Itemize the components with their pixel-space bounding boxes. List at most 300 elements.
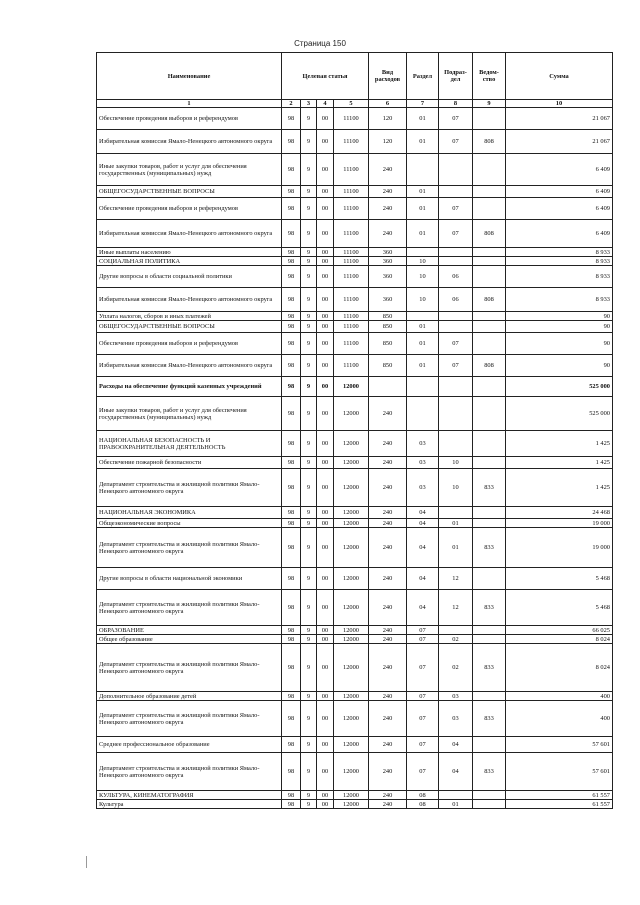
cell-subsection: 06 bbox=[439, 288, 473, 312]
header-target: Целевая статья bbox=[282, 53, 369, 100]
table-row bbox=[97, 519, 613, 528]
cell-code-5: 12000 bbox=[334, 397, 369, 431]
cell-section bbox=[407, 397, 439, 431]
cell-dept: 833 bbox=[473, 590, 506, 626]
cell-name: Культура bbox=[97, 800, 282, 809]
cell-name: Обеспечение проведения выборов и референдумов bbox=[97, 108, 282, 130]
cell-code-5: 11100 bbox=[334, 312, 369, 321]
cell-subsection: 06 bbox=[439, 266, 473, 288]
cell-sum: 61 557 bbox=[506, 800, 613, 809]
cell-code-4: 00 bbox=[317, 701, 334, 737]
cell-code-3: 9 bbox=[301, 644, 317, 692]
cell-subsection: 03 bbox=[439, 701, 473, 737]
cell-code-5: 12000 bbox=[334, 701, 369, 737]
cell-code-2: 98 bbox=[282, 288, 301, 312]
cell-type: 850 bbox=[369, 321, 407, 333]
cell-code-4: 00 bbox=[317, 248, 334, 257]
cell-code-2: 98 bbox=[282, 507, 301, 519]
table-row bbox=[97, 644, 613, 692]
cell-code-3: 9 bbox=[301, 737, 317, 753]
table-row bbox=[97, 321, 613, 333]
cell-subsection: 10 bbox=[439, 457, 473, 469]
cell-dept: 808 bbox=[473, 288, 506, 312]
cell-code-4: 00 bbox=[317, 154, 334, 186]
cell-subsection: 07 bbox=[439, 355, 473, 377]
table-row bbox=[97, 528, 613, 568]
cell-code-2: 98 bbox=[282, 321, 301, 333]
table-row bbox=[97, 626, 613, 635]
cell-section: 10 bbox=[407, 288, 439, 312]
cell-name: Избирательная комиссия Ямало-Ненецкого автономного округа bbox=[97, 220, 282, 248]
cell-code-3: 9 bbox=[301, 321, 317, 333]
cell-code-2: 98 bbox=[282, 333, 301, 355]
cell-subsection: 12 bbox=[439, 568, 473, 590]
cell-type: 240 bbox=[369, 635, 407, 644]
cell-subsection: 01 bbox=[439, 800, 473, 809]
cell-code-4: 00 bbox=[317, 644, 334, 692]
cell-type: 360 bbox=[369, 288, 407, 312]
cell-code-4: 00 bbox=[317, 288, 334, 312]
table-row bbox=[97, 431, 613, 457]
table-row bbox=[97, 288, 613, 312]
cell-dept: 833 bbox=[473, 528, 506, 568]
cell-dept bbox=[473, 791, 506, 800]
cell-code-2: 98 bbox=[282, 108, 301, 130]
column-numbers-row bbox=[97, 100, 613, 108]
cell-code-2: 98 bbox=[282, 590, 301, 626]
cell-sum: 24 468 bbox=[506, 507, 613, 519]
table-row bbox=[97, 457, 613, 469]
cell-code-3: 9 bbox=[301, 568, 317, 590]
cell-code-3: 9 bbox=[301, 528, 317, 568]
cell-subsection bbox=[439, 377, 473, 397]
cell-code-4: 00 bbox=[317, 519, 334, 528]
cell-code-3: 9 bbox=[301, 355, 317, 377]
cell-dept: 808 bbox=[473, 220, 506, 248]
cell-code-3: 9 bbox=[301, 635, 317, 644]
table-row bbox=[97, 397, 613, 431]
cell-name: Общее образование bbox=[97, 635, 282, 644]
cell-type: 850 bbox=[369, 312, 407, 321]
cell-name: Иные закупки товаров, работ и услуг для обеспечения государственных (муниципальных) нужд bbox=[97, 154, 282, 186]
cell-code-2: 98 bbox=[282, 635, 301, 644]
cell-section: 01 bbox=[407, 321, 439, 333]
cell-code-4: 00 bbox=[317, 220, 334, 248]
table-row bbox=[97, 377, 613, 397]
cell-type: 240 bbox=[369, 198, 407, 220]
cell-type: 850 bbox=[369, 333, 407, 355]
cell-code-5: 12000 bbox=[334, 692, 369, 701]
cell-code-2: 98 bbox=[282, 220, 301, 248]
cell-code-5: 11100 bbox=[334, 186, 369, 198]
cell-code-4: 00 bbox=[317, 266, 334, 288]
cell-section: 07 bbox=[407, 701, 439, 737]
cell-code-3: 9 bbox=[301, 431, 317, 457]
cell-dept bbox=[473, 457, 506, 469]
cell-code-4: 00 bbox=[317, 507, 334, 519]
cell-code-5: 11100 bbox=[334, 248, 369, 257]
cell-name: Другие вопросы в области социальной политики bbox=[97, 266, 282, 288]
cell-name: Департамент строительства и жилищной политики Ямало-Ненецкого автономного округа bbox=[97, 469, 282, 507]
cell-subsection: 07 bbox=[439, 333, 473, 355]
cell-section: 03 bbox=[407, 469, 439, 507]
cell-code-4: 00 bbox=[317, 198, 334, 220]
header-row bbox=[97, 53, 613, 100]
cell-code-3: 9 bbox=[301, 198, 317, 220]
cell-dept bbox=[473, 248, 506, 257]
cell-code-4: 00 bbox=[317, 108, 334, 130]
cell-dept: 833 bbox=[473, 701, 506, 737]
cell-subsection bbox=[439, 154, 473, 186]
cell-type: 240 bbox=[369, 507, 407, 519]
cell-code-5: 12000 bbox=[334, 457, 369, 469]
cell-dept bbox=[473, 800, 506, 809]
cell-type: 240 bbox=[369, 692, 407, 701]
cell-subsection: 03 bbox=[439, 692, 473, 701]
cell-code-3: 9 bbox=[301, 692, 317, 701]
cell-code-2: 98 bbox=[282, 397, 301, 431]
cell-code-2: 98 bbox=[282, 198, 301, 220]
cell-code-4: 00 bbox=[317, 590, 334, 626]
cell-code-2: 98 bbox=[282, 355, 301, 377]
cell-code-3: 9 bbox=[301, 397, 317, 431]
cell-code-5: 12000 bbox=[334, 507, 369, 519]
cell-code-5: 12000 bbox=[334, 431, 369, 457]
cell-code-4: 00 bbox=[317, 626, 334, 635]
cell-code-3: 9 bbox=[301, 753, 317, 791]
cell-section: 10 bbox=[407, 266, 439, 288]
cell-code-5: 12000 bbox=[334, 635, 369, 644]
cell-dept: 833 bbox=[473, 469, 506, 507]
cell-sum: 8 933 bbox=[506, 266, 613, 288]
cell-code-4: 00 bbox=[317, 568, 334, 590]
table-row bbox=[97, 220, 613, 248]
cell-dept bbox=[473, 431, 506, 457]
cell-subsection: 04 bbox=[439, 753, 473, 791]
cell-section: 10 bbox=[407, 257, 439, 266]
cell-dept bbox=[473, 154, 506, 186]
cell-subsection: 07 bbox=[439, 198, 473, 220]
cell-code-2: 98 bbox=[282, 791, 301, 800]
cell-name: Иные закупки товаров, работ и услуг для обеспечения государственных (муниципальных) нужд bbox=[97, 397, 282, 431]
cell-dept bbox=[473, 321, 506, 333]
cell-code-3: 9 bbox=[301, 469, 317, 507]
header-dept: Ведом-ство bbox=[473, 53, 506, 100]
cell-code-5: 11100 bbox=[334, 108, 369, 130]
cell-code-3: 9 bbox=[301, 333, 317, 355]
cell-code-5: 12000 bbox=[334, 528, 369, 568]
cell-code-3: 9 bbox=[301, 108, 317, 130]
cell-code-2: 98 bbox=[282, 431, 301, 457]
cell-code-2: 98 bbox=[282, 519, 301, 528]
cell-code-4: 00 bbox=[317, 800, 334, 809]
cell-code-4: 00 bbox=[317, 791, 334, 800]
header-section: Раздел bbox=[407, 53, 439, 100]
cell-sum: 400 bbox=[506, 701, 613, 737]
cell-code-5: 11100 bbox=[334, 355, 369, 377]
cell-code-5: 12000 bbox=[334, 737, 369, 753]
cell-name: Обеспечение пожарной безопасности bbox=[97, 457, 282, 469]
cell-sum: 5 468 bbox=[506, 590, 613, 626]
table-row bbox=[97, 568, 613, 590]
cell-code-5: 11100 bbox=[334, 198, 369, 220]
table-row bbox=[97, 507, 613, 519]
cell-type: 240 bbox=[369, 469, 407, 507]
page-label: Страница 150 bbox=[294, 39, 346, 48]
cell-name: КУЛЬТУРА, КИНЕМАТОГРАФИЯ bbox=[97, 791, 282, 800]
table-row bbox=[97, 312, 613, 321]
cell-sum: 8 933 bbox=[506, 288, 613, 312]
cell-code-5: 12000 bbox=[334, 626, 369, 635]
cell-sum: 57 601 bbox=[506, 753, 613, 791]
cell-code-2: 98 bbox=[282, 266, 301, 288]
header-sum: Сумма bbox=[506, 53, 613, 100]
cell-type: 240 bbox=[369, 220, 407, 248]
scan-mark bbox=[86, 856, 87, 868]
cell-code-3: 9 bbox=[301, 248, 317, 257]
cell-code-4: 00 bbox=[317, 431, 334, 457]
cell-subsection: 07 bbox=[439, 220, 473, 248]
header-type: Вид расходов bbox=[369, 53, 407, 100]
cell-name: Избирательная комиссия Ямало-Ненецкого автономного округа bbox=[97, 288, 282, 312]
table-row bbox=[97, 108, 613, 130]
cell-sum: 6 409 bbox=[506, 198, 613, 220]
table-row bbox=[97, 692, 613, 701]
cell-code-4: 00 bbox=[317, 469, 334, 507]
cell-subsection bbox=[439, 321, 473, 333]
cell-code-2: 98 bbox=[282, 626, 301, 635]
cell-section: 01 bbox=[407, 198, 439, 220]
cell-code-5: 12000 bbox=[334, 590, 369, 626]
cell-code-3: 9 bbox=[301, 791, 317, 800]
cell-type: 360 bbox=[369, 266, 407, 288]
cell-dept bbox=[473, 635, 506, 644]
cell-dept bbox=[473, 198, 506, 220]
cell-section: 04 bbox=[407, 519, 439, 528]
cell-section: 01 bbox=[407, 108, 439, 130]
cell-code-4: 00 bbox=[317, 397, 334, 431]
cell-code-5: 12000 bbox=[334, 568, 369, 590]
table-row bbox=[97, 355, 613, 377]
cell-code-5: 12000 bbox=[334, 753, 369, 791]
cell-section: 07 bbox=[407, 737, 439, 753]
cell-code-3: 9 bbox=[301, 701, 317, 737]
table-row bbox=[97, 701, 613, 737]
table-row bbox=[97, 469, 613, 507]
budget-table bbox=[96, 52, 613, 809]
cell-code-2: 98 bbox=[282, 186, 301, 198]
cell-name: Избирательная комиссия Ямало-Ненецкого автономного округа bbox=[97, 130, 282, 154]
cell-subsection bbox=[439, 507, 473, 519]
cell-section: 01 bbox=[407, 333, 439, 355]
cell-code-2: 98 bbox=[282, 154, 301, 186]
cell-code-4: 00 bbox=[317, 737, 334, 753]
cell-code-4: 00 bbox=[317, 377, 334, 397]
table-row bbox=[97, 248, 613, 257]
cell-code-2: 98 bbox=[282, 737, 301, 753]
cell-name: Уплата налогов, сборов и иных платежей bbox=[97, 312, 282, 321]
cell-code-3: 9 bbox=[301, 519, 317, 528]
cell-code-4: 00 bbox=[317, 753, 334, 791]
cell-code-5: 11100 bbox=[334, 266, 369, 288]
cell-sum: 61 557 bbox=[506, 791, 613, 800]
cell-code-3: 9 bbox=[301, 154, 317, 186]
cell-dept bbox=[473, 568, 506, 590]
cell-code-3: 9 bbox=[301, 288, 317, 312]
cell-code-2: 98 bbox=[282, 312, 301, 321]
cell-type: 360 bbox=[369, 248, 407, 257]
cell-sum: 5 468 bbox=[506, 568, 613, 590]
table-row bbox=[97, 266, 613, 288]
cell-sum: 6 409 bbox=[506, 154, 613, 186]
cell-section: 01 bbox=[407, 355, 439, 377]
cell-sum: 400 bbox=[506, 692, 613, 701]
cell-type: 120 bbox=[369, 130, 407, 154]
cell-code-2: 98 bbox=[282, 528, 301, 568]
cell-code-4: 00 bbox=[317, 130, 334, 154]
col-number: 6 bbox=[369, 100, 407, 108]
cell-code-5: 11100 bbox=[334, 220, 369, 248]
cell-code-5: 12000 bbox=[334, 519, 369, 528]
cell-section: 08 bbox=[407, 800, 439, 809]
cell-section bbox=[407, 154, 439, 186]
table-row bbox=[97, 257, 613, 266]
cell-name: Среднее профессиональное образование bbox=[97, 737, 282, 753]
cell-sum: 19 000 bbox=[506, 528, 613, 568]
cell-section: 01 bbox=[407, 186, 439, 198]
cell-section bbox=[407, 377, 439, 397]
cell-section: 01 bbox=[407, 130, 439, 154]
cell-dept bbox=[473, 377, 506, 397]
cell-name: НАЦИОНАЛЬНАЯ БЕЗОПАСНОСТЬ И ПРАВООХРАНИТЕЛЬНАЯ ДЕЯТЕЛЬНОСТЬ bbox=[97, 431, 282, 457]
cell-code-3: 9 bbox=[301, 590, 317, 626]
cell-name: ОБРАЗОВАНИЕ bbox=[97, 626, 282, 635]
cell-section: 07 bbox=[407, 644, 439, 692]
cell-name: Обеспечение проведения выборов и референдумов bbox=[97, 198, 282, 220]
cell-dept bbox=[473, 519, 506, 528]
cell-dept bbox=[473, 266, 506, 288]
col-number: 4 bbox=[317, 100, 334, 108]
cell-code-2: 98 bbox=[282, 568, 301, 590]
cell-sum: 8 024 bbox=[506, 635, 613, 644]
col-number: 1 bbox=[97, 100, 282, 108]
cell-code-2: 98 bbox=[282, 377, 301, 397]
cell-code-4: 00 bbox=[317, 333, 334, 355]
cell-code-2: 98 bbox=[282, 130, 301, 154]
cell-sum: 6 409 bbox=[506, 220, 613, 248]
cell-sum: 19 000 bbox=[506, 519, 613, 528]
cell-dept bbox=[473, 108, 506, 130]
cell-section: 03 bbox=[407, 457, 439, 469]
cell-subsection bbox=[439, 248, 473, 257]
cell-name: НАЦИОНАЛЬНАЯ ЭКОНОМИКА bbox=[97, 507, 282, 519]
table-row bbox=[97, 635, 613, 644]
cell-code-3: 9 bbox=[301, 626, 317, 635]
cell-code-5: 11100 bbox=[334, 154, 369, 186]
cell-type: 240 bbox=[369, 701, 407, 737]
cell-subsection bbox=[439, 431, 473, 457]
cell-type: 240 bbox=[369, 626, 407, 635]
cell-name: ОБЩЕГОСУДАРСТВЕННЫЕ ВОПРОСЫ bbox=[97, 186, 282, 198]
cell-code-4: 00 bbox=[317, 186, 334, 198]
cell-dept: 833 bbox=[473, 753, 506, 791]
cell-sum: 8 933 bbox=[506, 248, 613, 257]
cell-sum: 525 000 bbox=[506, 377, 613, 397]
table-row bbox=[97, 791, 613, 800]
cell-sum: 1 425 bbox=[506, 469, 613, 507]
cell-dept bbox=[473, 312, 506, 321]
cell-section: 03 bbox=[407, 431, 439, 457]
cell-type: 240 bbox=[369, 397, 407, 431]
cell-name: Дополнительное образование детей bbox=[97, 692, 282, 701]
cell-sum: 8 933 bbox=[506, 257, 613, 266]
cell-sum: 1 425 bbox=[506, 457, 613, 469]
cell-section: 04 bbox=[407, 590, 439, 626]
cell-section: 04 bbox=[407, 528, 439, 568]
cell-subsection: 02 bbox=[439, 644, 473, 692]
cell-code-5: 12000 bbox=[334, 800, 369, 809]
cell-code-5: 11100 bbox=[334, 130, 369, 154]
cell-section: 07 bbox=[407, 626, 439, 635]
cell-code-5: 11100 bbox=[334, 321, 369, 333]
cell-code-4: 00 bbox=[317, 457, 334, 469]
cell-sum: 21 067 bbox=[506, 108, 613, 130]
cell-section bbox=[407, 312, 439, 321]
cell-dept: 808 bbox=[473, 130, 506, 154]
cell-name: СОЦИАЛЬНАЯ ПОЛИТИКА bbox=[97, 257, 282, 266]
cell-name: Другие вопросы в области национальной экономики bbox=[97, 568, 282, 590]
cell-dept bbox=[473, 397, 506, 431]
cell-dept bbox=[473, 737, 506, 753]
cell-dept bbox=[473, 186, 506, 198]
cell-name: Общеэкономические вопросы bbox=[97, 519, 282, 528]
cell-code-2: 98 bbox=[282, 469, 301, 507]
cell-type bbox=[369, 377, 407, 397]
table-row bbox=[97, 800, 613, 809]
cell-code-5: 11100 bbox=[334, 333, 369, 355]
cell-sum: 90 bbox=[506, 333, 613, 355]
cell-subsection bbox=[439, 397, 473, 431]
table-row bbox=[97, 753, 613, 791]
cell-code-2: 98 bbox=[282, 701, 301, 737]
cell-name: Департамент строительства и жилищной политики Ямало-Ненецкого автономного округа bbox=[97, 528, 282, 568]
cell-type: 240 bbox=[369, 644, 407, 692]
cell-code-5: 12000 bbox=[334, 791, 369, 800]
cell-dept bbox=[473, 507, 506, 519]
cell-sum: 90 bbox=[506, 355, 613, 377]
cell-sum: 90 bbox=[506, 321, 613, 333]
cell-section: 07 bbox=[407, 635, 439, 644]
cell-section: 04 bbox=[407, 507, 439, 519]
table-row bbox=[97, 333, 613, 355]
cell-name: Департамент строительства и жилищной политики Ямало-Ненецкого автономного округа bbox=[97, 590, 282, 626]
cell-subsection: 07 bbox=[439, 108, 473, 130]
cell-sum: 1 425 bbox=[506, 431, 613, 457]
cell-sum: 90 bbox=[506, 312, 613, 321]
col-number: 9 bbox=[473, 100, 506, 108]
cell-type: 240 bbox=[369, 590, 407, 626]
header-subsection: Подраз-дел bbox=[439, 53, 473, 100]
cell-subsection bbox=[439, 626, 473, 635]
cell-dept bbox=[473, 692, 506, 701]
table-row bbox=[97, 130, 613, 154]
col-number: 8 bbox=[439, 100, 473, 108]
cell-type: 240 bbox=[369, 568, 407, 590]
table-row bbox=[97, 186, 613, 198]
cell-code-4: 00 bbox=[317, 257, 334, 266]
cell-code-2: 98 bbox=[282, 692, 301, 701]
cell-section: 07 bbox=[407, 753, 439, 791]
